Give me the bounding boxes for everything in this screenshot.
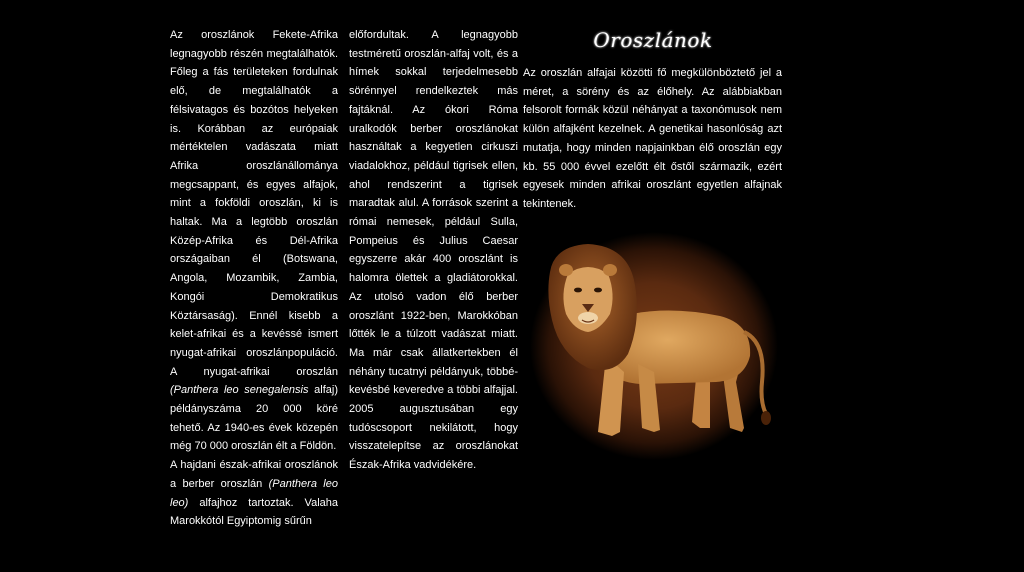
- text-column-1: [170, 26, 338, 531]
- species-name: (Panthera leo leo): [170, 477, 338, 509]
- paragraph-text: alfaj) példányszáma 20 000 köré tehető. Az 1940-es évek közepén még 70 000 oroszlán élt a Földön.: [170, 384, 338, 453]
- paragraph: Az oroszlán alfajai közötti fő megkülönböztető jel a méret, a sörény és az élőhely. Az alábbiakban felsorolt formák közül néhányat a taxonómusok nem külön alfajként kezelnek. A genetikai hasonlóság azt mutatja, hogy minden napjainkban élő oroszlán egy kb. 55 000 évvel ezelőtt élt őstől származik, ezért egyesek minden afrikai oroszlánt egyetlen alfajnak tekintenek.: [523, 67, 782, 210]
- lion-photo: [530, 232, 778, 460]
- species-name: (Panthera leo senegalensis: [170, 384, 309, 397]
- paragraph: [170, 456, 338, 531]
- text-column-3: [523, 64, 782, 214]
- lion-illustration: [530, 232, 778, 460]
- paragraph-text: Az oroszlánok Fekete-Afrika legnagyobb részén megtalálhatók. Főleg a fás területeken fordulnak elő, de megtalálhatók a félsivatagos és bozótos helyeken is. Korábban az európaiak mértéktelen vadászata miatt Afrika oroszlánállománya megcsappant, és egyes alfajok, mint a fokföldi oroszlán, ki is haltak. Ma a legtöbb oroszlán Közép-Afrika és Dél-Afrika országaiban él (Botswana, Angola, Mozambik, Zambia, Kongói Demokratikus Köztársaság). Ennél kisebb a kelet-afrikai és a kevéssé ismert nyugat-afrikai oroszlánpopuláció. A nyugat-afrikai oroszlán: [170, 29, 338, 378]
- paragraph: előfordultak. A legnagyobb testméretű oroszlán-alfaj volt, és a hímek sokkal terjedelmesebb sörénnyel rendelkeztek más fajtáknál. Az ókori Róma uralkodók berber oroszlánokat használtak a kegyetlen cirkuszi viadalokhoz, például tigrisek ellen, ahol rendszerint a tigrisek maradtak alul. A források szerint a római nemesek, például Sulla, Pompeius és Julius Caesar egyszerre akár 400 oroszlánt is halomra ölettek a gladiátorokkal. Az utolsó vadon élő berber oroszlánt 1922-ben, Marokkóban lőtték le a túlzott vadászat miatt. Ma már csak állatkertekben él néhány tucatnyi példányuk, többé-kevésbé keveredve a többi alfajjal. 2005 augusztusában egy tudóscsoport nekilátott, hogy visszatelepítse az oroszlánokat Észak-Afrika vadvidékére.: [349, 29, 518, 472]
- paragraph-text: A hajdani észak-afrikai oroszlánok a berber oroszlán: [170, 459, 338, 490]
- paragraph: [170, 26, 338, 456]
- text-column-2: [349, 26, 518, 475]
- paragraph-text: alfajhoz tartoztak. Valaha Marokkótól Egyiptomig sűrűn: [170, 496, 338, 528]
- page-title: Oroszlánok: [593, 28, 713, 52]
